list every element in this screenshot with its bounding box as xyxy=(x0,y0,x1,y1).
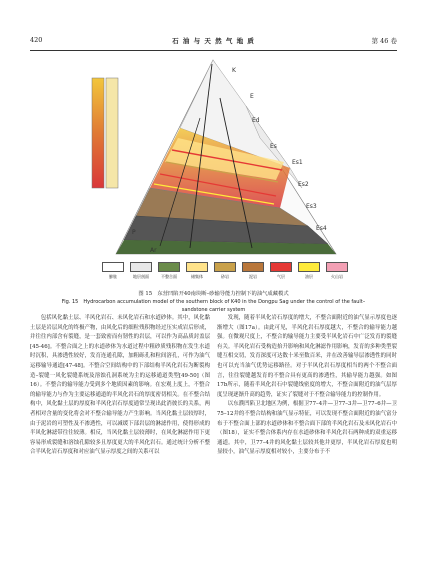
strata-label: P xyxy=(132,229,136,236)
strata-label: Ar xyxy=(150,247,157,254)
header-rule xyxy=(30,50,397,51)
strata-label: K xyxy=(232,67,236,74)
legend-swatch xyxy=(130,262,152,272)
strata-label: Es xyxy=(270,143,277,150)
legend-swatch xyxy=(102,262,124,272)
strata-label: Ed xyxy=(252,117,260,124)
page-header xyxy=(30,36,397,48)
inset-bar xyxy=(106,78,118,188)
strata-label: Es4 xyxy=(316,225,327,232)
body-paragraph: 包括风化黏土层、半风化岩石、未风化岩石和水道砂体。其中，风化黏土层是岩层风化的终极产物，由风化后的细粒残积物经过压实成岩后形成，并往往内部含有裂缝，是一套致密而有韧性的岩层，可以作为高品质封盖层[45-46]。不整合面之上的水道砂体为水道过程中粗砂质残积物在发生水道时沉积，具渗透性较好，发育连通孔隙，加粗砾孔和粒间溶孔，可作为油气运移输导通道[47-48]。不整合空间结构中的下部结构半风化岩石为断裂构造–裂缝一风化裂缝系统及溶蚀孔洞系统为主的运移通道类型[49-50]（图16）。不整合的输导能力受到多个地质因素的影响。在宏观上度上，不整合的输导能力与作为主要运移通道的半风化岩石的厚度密切相关。在不整合结构中，风化黏土层的厚度和半风化岩石厚度通常呈现出此消彼长的关系，两者相对含量的变化将会对不整合输导能力产生影响。当风化黏土层较厚时，由于泥岩的可塑性及不渗透性，可以减缓下部岩层的淋滤作用，使得形成的半风化淋滤带往往较薄。相反，当风化黏土层较薄时，在风化淋滤作用下更容易形成裂缝和溶蚀孔隙较多且厚度更大的半风化岩石。通过统计分析不整合半风化岩石厚度和对应油气显示厚度之间的关系可以 xyxy=(30,315,210,456)
page-number: 420 xyxy=(30,36,43,44)
body-paragraph: 发现，随着半风化岩石厚度的增大，不整合面附近的油气显示厚度也逐渐增大（图17a）。由此可见，半风化岩石厚度越大，不整合的输导能力越强。在微观尺度上，不整合的输导能力主要受半风化岩石中广泛发育的裂缝有关。半风化岩石受构造抬升影响和风化淋滤作用影响，发育的多种类型裂缝互相交切，发育深度可达数十米至数百米，并在改善输导层渗透性的同时也可以充当油气优势运移路径。对于半风化岩石厚度相当的两个不整合面言，往往裂缝越发育的不整合具有更高的渗透性，其输导能力越强。如图17b所示，随着半风化岩石中裂缝线密度的增大，不整合面附近的油气层厚度呈现逐渐升高的趋势，证实了裂缝对于不整合输导能力的控制作用。 xyxy=(217,315,397,398)
strata-label: Es3 xyxy=(306,203,317,210)
legend-swatch xyxy=(186,262,208,272)
inset-bar xyxy=(92,78,104,188)
text-column-left xyxy=(30,314,210,458)
legend-swatch xyxy=(214,262,236,272)
legend-item: 气层 xyxy=(268,262,294,280)
journal-title: 石 油 与 天 然 气 地 质 xyxy=(172,37,255,45)
text-column-right xyxy=(217,314,397,458)
strata-label: E xyxy=(250,93,254,100)
legend-item: 储集体 xyxy=(184,262,210,280)
legend-item: 泥岩 xyxy=(240,262,266,280)
legend-item: 不整合面 xyxy=(156,262,182,280)
legend-item: 火山岩 xyxy=(324,262,350,280)
legend-item: 油层 xyxy=(296,262,322,280)
figure-caption-en: Fig. 15 Hydrocarbon accumulation model of the southern block of K40 in the Dongpu Sag under the control of the fault–sandstone carrier system xyxy=(61,299,366,313)
legend-swatch xyxy=(326,262,348,272)
legend-swatch xyxy=(270,262,292,272)
strata-label: Es1 xyxy=(292,159,303,166)
body-paragraph: 以东濮凹陷卫北地区为例，根据卫77–4井—卫77–3井—卫77–6井—卫75–12井的不整合结构和油气显示特征，可以发现不整合面附近的油气富分布于不整合面上部的水道砂体和不整合面下部的半风化岩石及未风化岩石中（图18），证实不整合体系内存在水道砂体和半风化岩石两种成的双重运移通道。其中，卫77–4井的风化黏土层较其他井更厚，半风化岩石厚度也明显较小，油气显示厚度相对较小，主要分布于不 xyxy=(217,401,397,456)
figure-legend xyxy=(100,262,350,286)
legend-item: 膨胀 xyxy=(100,262,126,280)
accumulation-model-figure xyxy=(40,58,387,260)
volume-label: 第 46 卷 xyxy=(371,37,397,45)
legend-swatch xyxy=(158,262,180,272)
legend-item: 砂岩 xyxy=(212,262,238,280)
legend-item: 地层剖面 xyxy=(128,262,154,280)
strata-label: Es2 xyxy=(298,181,309,188)
legend-swatch xyxy=(242,262,264,272)
figure-caption-cn: 图 15 东营凹陷开40南块断–砂输导能力控制下的油气成藏模式 xyxy=(138,291,289,297)
legend-swatch xyxy=(298,262,320,272)
